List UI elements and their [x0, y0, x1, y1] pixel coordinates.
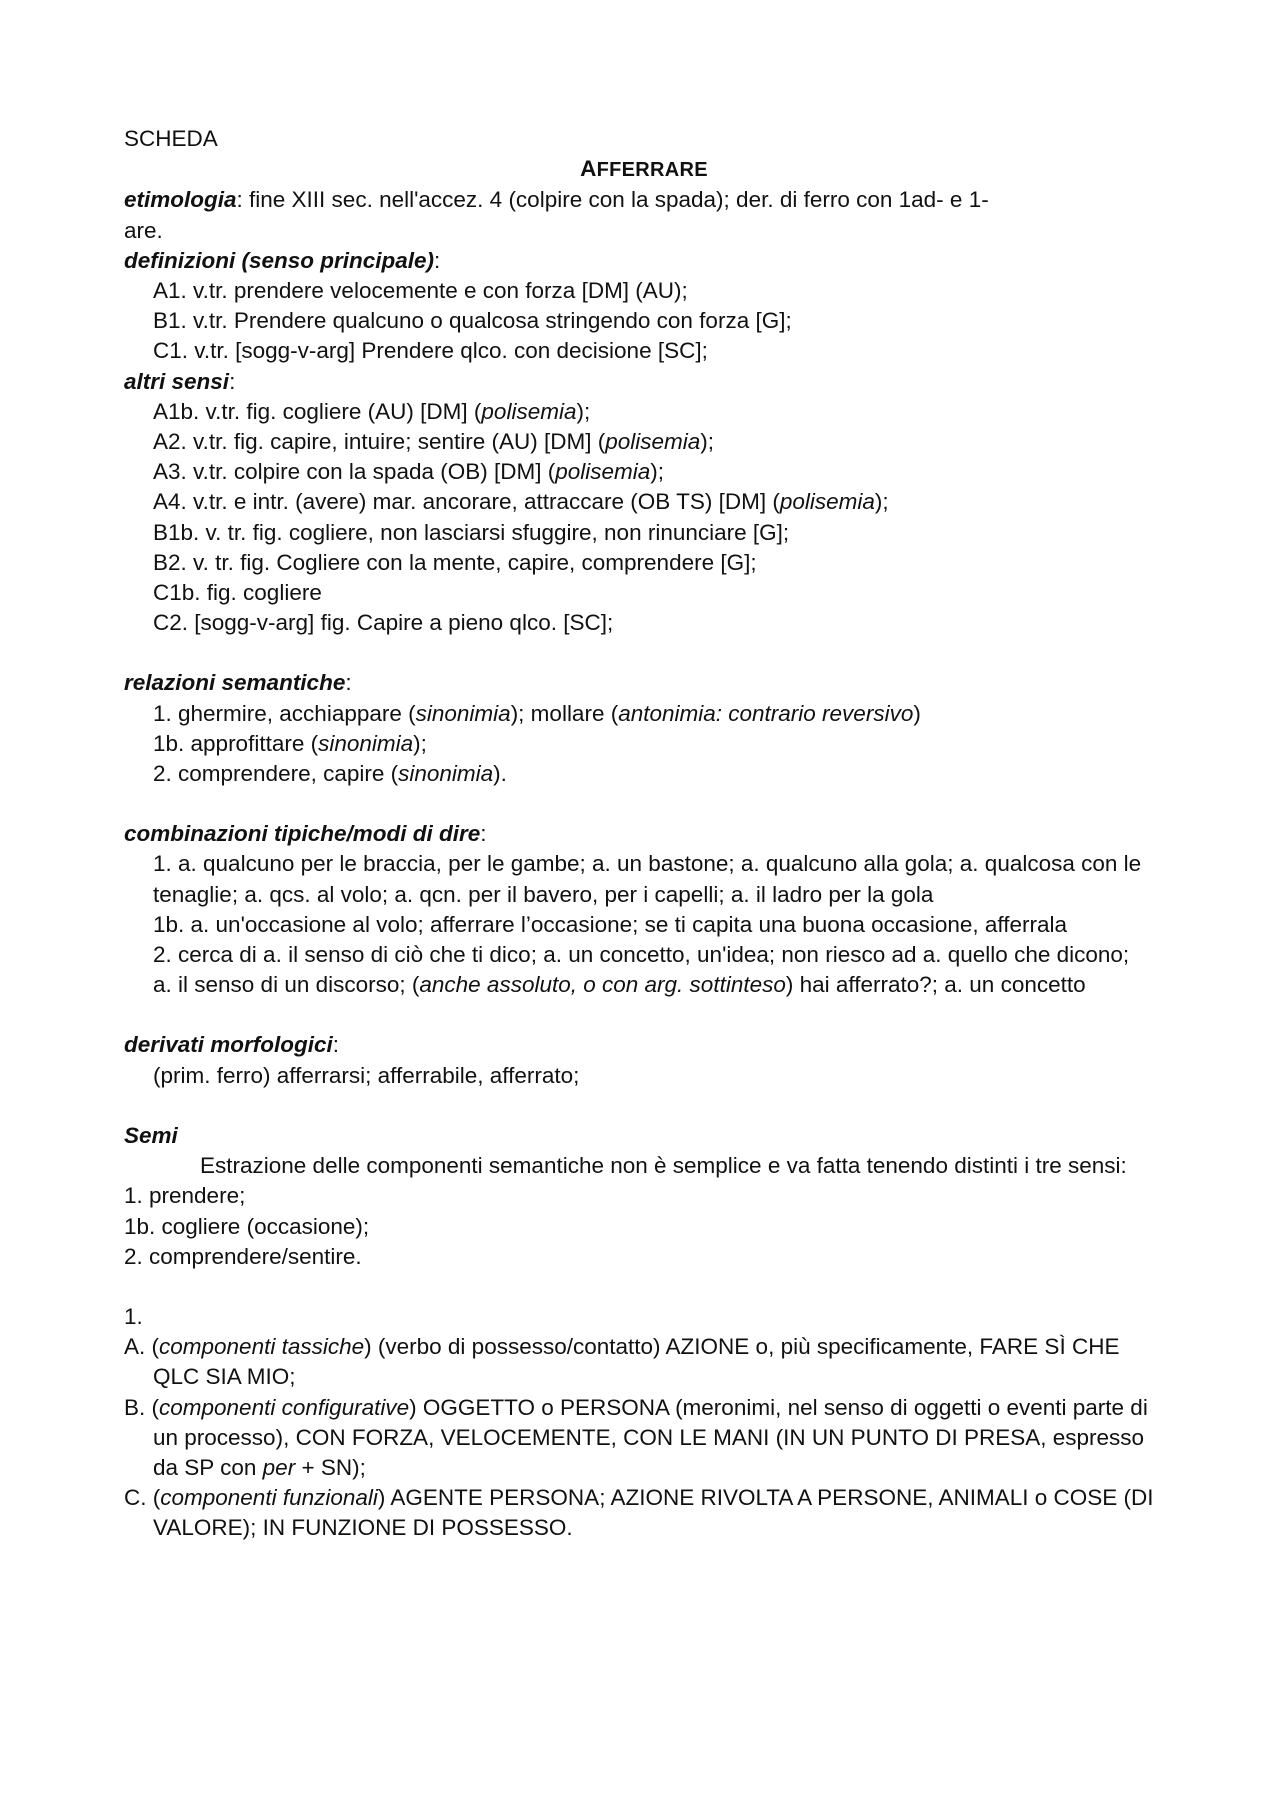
etimologia-line	[124, 185, 1164, 215]
combinazioni-colon: :	[480, 821, 487, 847]
componenti-italic: per	[262, 1454, 296, 1480]
definizione-item: A1. v.tr. prendere velocemente e con forza [DM] (AU);	[153, 278, 688, 304]
spacer	[124, 789, 1164, 819]
senso-text: );	[576, 398, 591, 424]
relazione-italic: sinonimia	[415, 700, 511, 726]
senso-item	[124, 427, 1164, 457]
componenti-italic: componenti funzionali	[160, 1485, 378, 1511]
etimologia-heading: etimologia	[124, 187, 237, 213]
senso-italic: polisemia	[481, 398, 577, 424]
scheda-label: SCHEDA	[124, 126, 218, 151]
semi-sense-item: 1. prendere;	[124, 1183, 246, 1209]
relazioni-colon: :	[345, 670, 352, 696]
definizione-item: C1. v.tr. [sogg-v-arg] Prendere qlco. con decisione [SC];	[153, 338, 708, 364]
relazione-text: 1. ghermire, acchiappare (	[153, 700, 416, 726]
entry-title-initial: A	[580, 156, 597, 182]
senso-text: );	[700, 429, 715, 455]
senso-item	[124, 397, 1164, 427]
relazione-italic: sinonimia	[318, 730, 414, 756]
componenti-text: ) OGGETTO o PERSONA (meronimi, nel senso di oggetti o eventi parte di un processo), CON FORZA, VELOCEMENTE, CON LE MANI (IN UN PUNTO DI PRESA, espresso da SP con	[153, 1394, 1148, 1480]
senso-item: C2. [sogg-v-arg] fig. Capire a pieno qlco. [SC];	[153, 610, 614, 636]
senso-item	[124, 457, 1164, 487]
altri-sensi-colon: :	[229, 368, 236, 394]
componenti-item	[124, 1393, 1163, 1484]
relazione-text: );	[413, 730, 427, 756]
componenti-text: ) AGENTE PERSONA; AZIONE RIVOLTA A PERSONE, ANIMALI o COSE (DI VALORE); IN FUNZIONE DI POSSESSO.	[153, 1485, 1154, 1541]
senso-item	[124, 487, 1164, 517]
derivati-heading-line	[124, 1030, 1164, 1060]
senso-text: A4. v.tr. e intr. (avere) mar. ancorare, attraccare (OB TS) [DM] (	[153, 489, 780, 515]
componenti-text: C. (	[124, 1485, 161, 1511]
relazione-italic: sinonimia	[398, 761, 494, 787]
componenti-text: A. (	[124, 1334, 160, 1360]
combinazioni-heading-line	[124, 819, 1164, 849]
componenti-item	[124, 1483, 1163, 1543]
entry-title	[124, 154, 1164, 185]
semi-sense-item: 1b. cogliere (occasione);	[124, 1213, 370, 1239]
combinazione-item: 1. a. qualcuno per le braccia, per le gambe; a. un bastone; a. qualcuno alla gola; a. qualcosa con le tenaglie; a. qcs. al volo; a. qcn. per il bavero, per i capelli; a. il ladro per la gola	[153, 851, 1142, 907]
senso-italic: polisemia	[555, 459, 651, 485]
combinazione-item: 1b. a. un'occasione al volo; afferrare l’occasione; se ti capita una buona occasione, afferrala	[153, 911, 1068, 937]
senso-italic: polisemia	[605, 429, 701, 455]
spacer	[124, 638, 1164, 668]
senso-text: A3. v.tr. colpire con la spada (OB) [DM] (	[153, 459, 556, 485]
relazione-text: 2. comprendere, capire (	[153, 761, 399, 787]
senso-text: );	[650, 459, 665, 485]
relazione-text: )	[913, 700, 921, 726]
componenti-italic: componenti configurative	[159, 1394, 410, 1420]
componenti-item	[124, 1332, 1163, 1392]
relazioni-heading: relazioni semantiche	[124, 670, 346, 696]
relazione-item	[124, 759, 1164, 789]
senso-item: B1b. v. tr. fig. cogliere, non lasciarsi sfuggire, non rinunciare [G];	[153, 519, 790, 545]
relazione-italic: antonimia: contrario reversivo	[618, 700, 914, 726]
componenti-text: B. (	[124, 1394, 160, 1420]
relazione-text: 1b. approfittare (	[153, 730, 319, 756]
spacer	[124, 1091, 1164, 1121]
altri-sensi-heading-line	[124, 367, 1164, 397]
semi-sense-item: 2. comprendere/sentire.	[124, 1243, 362, 1269]
etimologia-continuation: are.	[124, 217, 163, 243]
componenti-text: + SN);	[295, 1454, 366, 1480]
senso-item: C1b. fig. cogliere	[153, 580, 322, 606]
definizioni-colon: :	[434, 247, 441, 273]
derivati-heading: derivati morfologici	[124, 1032, 333, 1058]
relazione-item	[124, 699, 1164, 729]
combinazione-item	[124, 940, 1153, 1000]
definizioni-heading-line	[124, 246, 1164, 276]
spacer	[124, 1000, 1164, 1030]
semi-section-number: 1.	[124, 1303, 143, 1329]
componenti-italic: componenti tassiche	[159, 1334, 365, 1360]
relazione-text: ); mollare (	[510, 700, 619, 726]
componenti-text: ) (verbo di possesso/contatto) AZIONE o, più specificamente, FARE SÌ CHE QLC SIA MIO;	[153, 1334, 1120, 1390]
definizione-item: B1. v.tr. Prendere qualcuno o qualcosa stringendo con forza [G];	[153, 308, 792, 334]
etimologia-text: : fine XIII sec. nell'accez. 4 (colpire con la spada); der. di ferro con 1ad- e 1-	[236, 187, 989, 213]
spacer	[124, 1272, 1164, 1302]
derivati-text: (prim. ferro) afferrarsi; afferrabile, afferrato;	[153, 1062, 580, 1088]
relazioni-heading-line	[124, 668, 1164, 698]
combinazione-text: 2. cerca di a. il senso di ciò che ti dico; a. un concetto, un'idea; non riesco ad a. quello che dicono; a. il senso di un discorso; (	[153, 942, 1130, 998]
relazione-item	[124, 729, 1164, 759]
definizioni-heading: definizioni (senso principale)	[124, 247, 435, 273]
senso-item: B2. v. tr. fig. Cogliere con la mente, capire, comprendere [G];	[153, 549, 757, 575]
senso-italic: polisemia	[779, 489, 875, 515]
senso-text: A2. v.tr. fig. capire, intuire; sentire (AU) [DM] (	[153, 429, 606, 455]
senso-text: A1b. v.tr. fig. cogliere (AU) [DM] (	[153, 398, 482, 424]
entry-title-rest: FFERRARE	[596, 159, 708, 182]
combinazione-text: ) hai afferrato?; a. un concetto	[785, 972, 1086, 998]
semi-heading: Semi	[124, 1122, 178, 1148]
combinazioni-heading: combinazioni tipiche/modi di dire	[124, 821, 481, 847]
semi-intro: Estrazione delle componenti semantiche non è semplice e va fatta tenendo distinti i tre sensi:	[200, 1153, 1127, 1179]
altri-sensi-heading: altri sensi	[124, 368, 230, 394]
derivati-colon: :	[332, 1032, 340, 1058]
senso-text: );	[874, 489, 889, 515]
document-page	[124, 124, 1164, 1544]
relazione-text: ).	[493, 761, 507, 787]
combinazione-italic: anche assoluto, o con arg. sottinteso	[419, 972, 786, 998]
